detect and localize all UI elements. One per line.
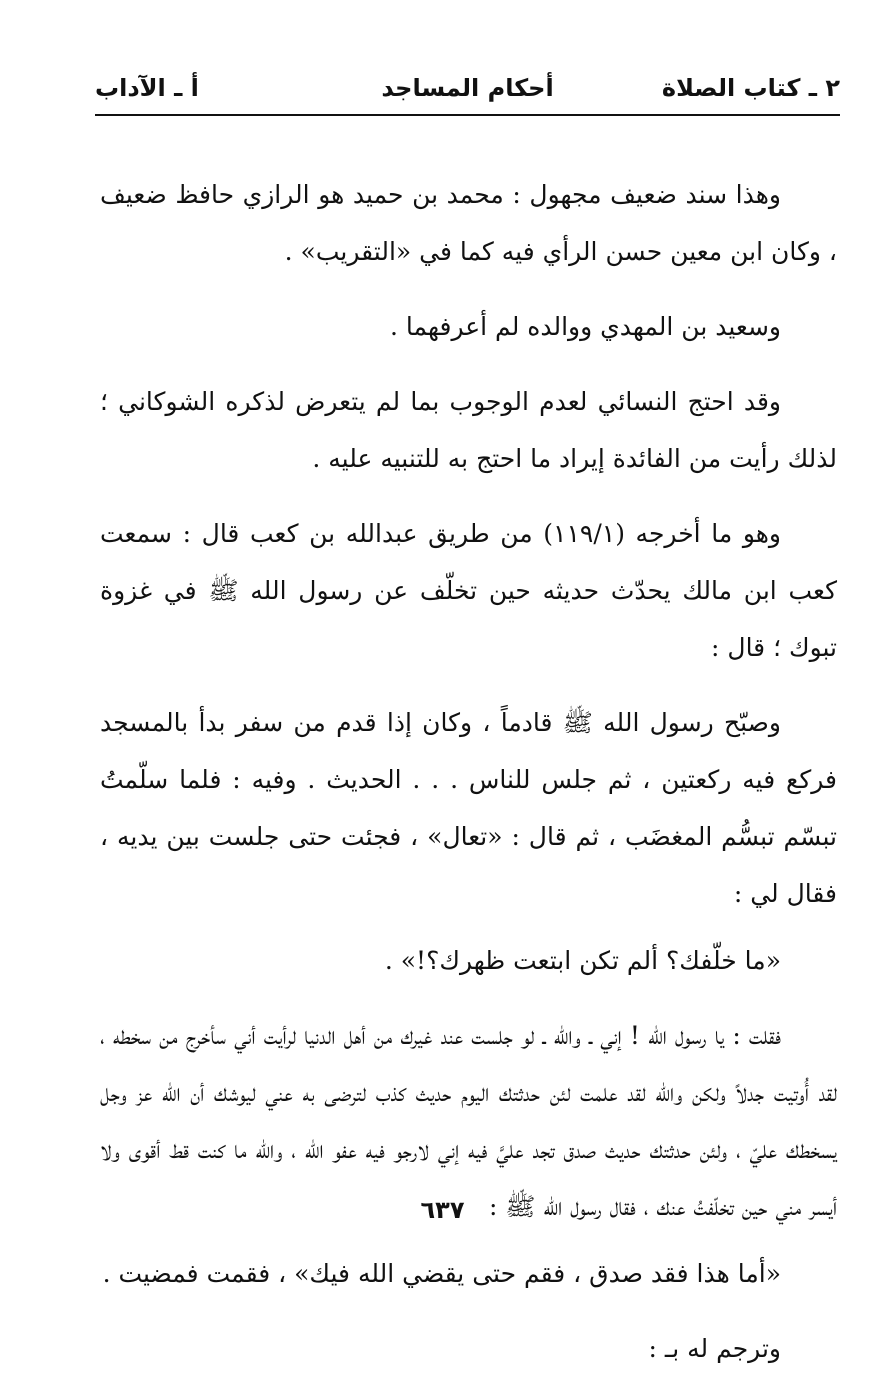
header-book-title: ٢ ـ كتاب الصلاة	[661, 74, 840, 102]
paragraph: وقد احتج النسائي لعدم الوجوب بما لم يتعرض لذكره الشوكاني ؛ لذلك رأيت من الفائدة إيراد ما احتج به للتنبيه عليه .	[100, 387, 837, 473]
running-header	[95, 70, 840, 114]
paragraph: وترجم له بـ :	[648, 1334, 781, 1363]
paragraph: وصبّح رسول الله ﷺ قادماً ، وكان إذا قدم من سفر بدأ بالمسجد فركع فيه ركعتين ، ثم جلس للناس . . . الحديث . وفيه : فلما سلّمتُ تبسّم تبسُّم المغضَب ، ثم قال : «تعال» ، فجئت حتى جلست بين يديه ، فقال لي :	[100, 708, 837, 908]
quoted-speech: «أما هذا فقد صدق ، فقم حتى يقضي الله فيك» ، فقمت فمضيت .	[102, 1259, 781, 1288]
paragraph: وهو ما أخرجه (١١٩/١) من طريق عبدالله بن كعب قال : سمعت كعب ابن مالك يحدّث حديثه حين تخلّف عن رسول الله ﷺ في غزوة تبوك ؛ قال :	[100, 519, 837, 662]
header-divider	[95, 114, 840, 116]
header-section-title: أ ـ الآداب	[95, 74, 199, 102]
paragraph: فقلت : يا رسول الله ! إني ـ والله ـ لو جلست عند غيرك من أهل الدنيا لرأيت أني سأخرج من سخطه ، لقد أُوتيت جدلاً ولكن والله لقد علمت لئن حدثتك اليوم حديث كذب لترضى به عني ليوشك أن الله عز وجل يسخطك عليّ ، ولئن حدثتك حديث صدق تجد عليَّ فيه إني لارجو فيه عفو الله ، والله ما كنت قط أقوى ولا أيسر مني حين تخلّفتُ عنك ، فقال رسول الله ﷺ :	[100, 1021, 837, 1221]
paragraph: وهذا سند ضعيف مجهول : محمد بن حميد هو الرازي حافظ ضعيف ، وكان ابن معين حسن الرأي فيه كما في «التقريب» .	[100, 180, 837, 266]
quoted-speech: «ما خلّفك؟ ألم تكن ابتعت ظهرك؟!» .	[384, 946, 781, 975]
paragraph: وسعيد بن المهدي ووالده لم أعرفهما .	[390, 312, 781, 341]
page-number: ٦٣٧	[420, 1196, 465, 1224]
header-chapter-title: أحكام المساجد	[381, 74, 554, 102]
